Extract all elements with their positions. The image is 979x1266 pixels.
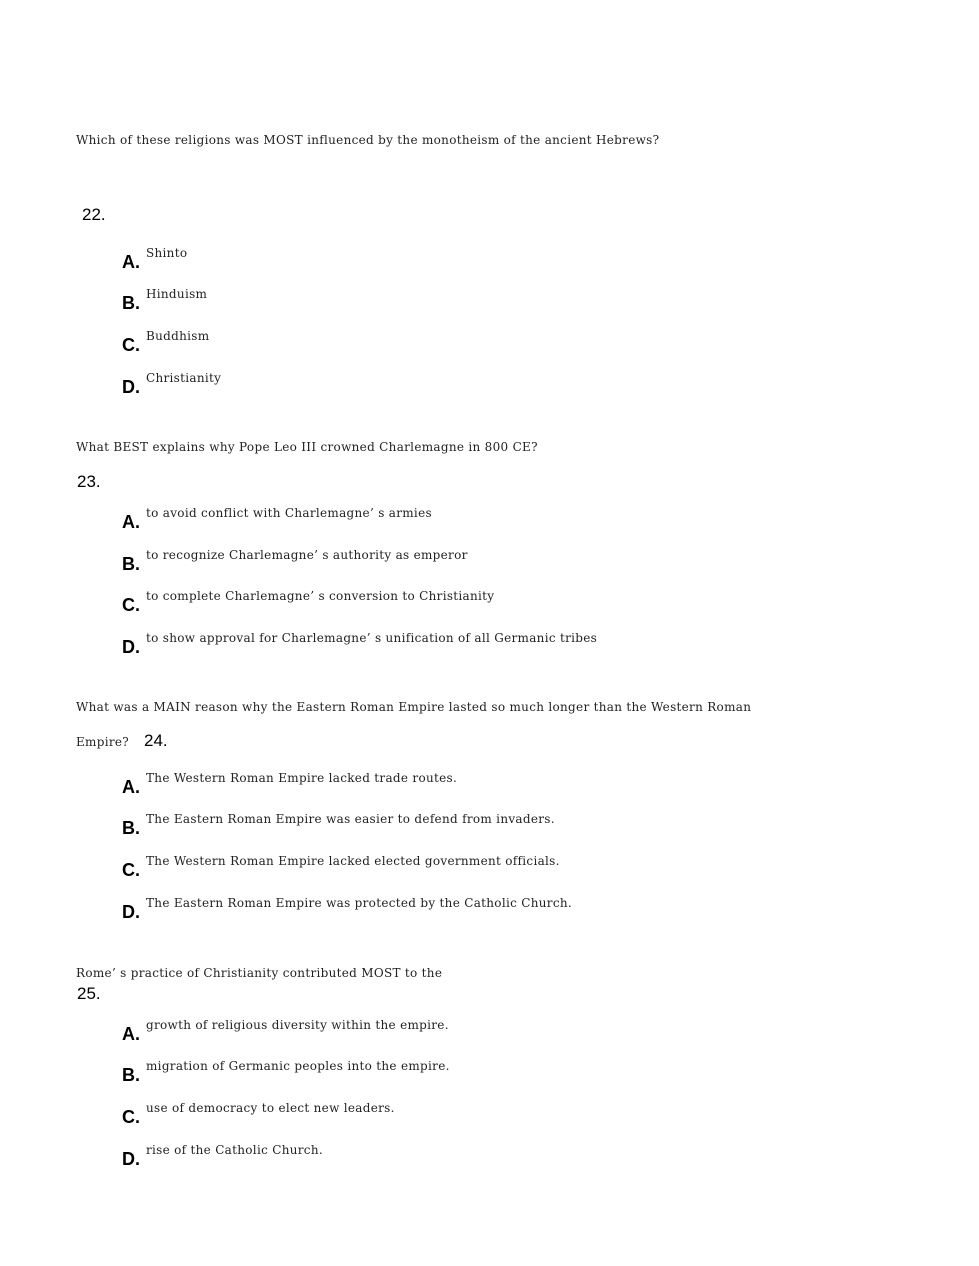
option-letter: A.	[122, 512, 140, 532]
option-letter: C.	[122, 1107, 140, 1127]
question-prompt: What BEST explains why Pope Leo III crowned Charlemagne in 800 CE?	[76, 440, 538, 454]
option-letter: A.	[122, 777, 140, 797]
option-letter: D.	[122, 377, 140, 397]
question-prompt: Rome’ s practice of Christianity contributed MOST to the	[76, 966, 443, 980]
option-text: to avoid conflict with Charlemagne’ s armies	[146, 506, 432, 520]
option-letter: B.	[122, 1065, 140, 1085]
option-text: to recognize Charlemagne’ s authority as emperor	[146, 548, 468, 562]
option-text: growth of religious diversity within the empire.	[146, 1018, 449, 1032]
option-text: The Eastern Roman Empire was protected by the Catholic Church.	[146, 896, 572, 910]
option-text: Christianity	[146, 371, 222, 385]
option-letter: B.	[122, 818, 140, 838]
option-text: The Eastern Roman Empire was easier to defend from invaders.	[146, 812, 555, 826]
question-prompt: Which of these religions was MOST influenced by the monotheism of the ancient Hebrews?	[76, 133, 660, 147]
question-number: 22.	[82, 205, 106, 224]
question-prompt-continued: Empire?	[76, 735, 130, 749]
option-letter: B.	[122, 293, 140, 313]
question-number: 24.	[144, 731, 168, 750]
option-text: Hinduism	[146, 287, 208, 301]
option-letter: C.	[122, 860, 140, 880]
option-letter: C.	[122, 595, 140, 615]
option-text: Shinto	[146, 246, 188, 260]
option-text: The Western Roman Empire lacked elected government officials.	[146, 854, 560, 868]
option-text: rise of the Catholic Church.	[146, 1143, 323, 1157]
option-text: use of democracy to elect new leaders.	[146, 1101, 395, 1115]
option-letter: A.	[122, 1024, 140, 1044]
option-text: migration of Germanic peoples into the empire.	[146, 1059, 450, 1073]
option-letter: A.	[122, 252, 140, 272]
option-text: The Western Roman Empire lacked trade routes.	[146, 771, 458, 785]
option-letter: D.	[122, 1149, 140, 1169]
question-prompt: What was a MAIN reason why the Eastern Roman Empire lasted so much longer than the Western Roman	[76, 700, 752, 714]
option-letter: D.	[122, 637, 140, 657]
option-text: to complete Charlemagne’ s conversion to Christianity	[146, 589, 495, 603]
option-letter: D.	[122, 902, 140, 922]
option-text: Buddhism	[146, 329, 210, 343]
question-number: 25.	[77, 984, 101, 1003]
option-letter: B.	[122, 554, 140, 574]
option-letter: C.	[122, 335, 140, 355]
question-number: 23.	[77, 472, 101, 491]
option-text: to show approval for Charlemagne’ s unification of all Germanic tribes	[146, 631, 598, 645]
